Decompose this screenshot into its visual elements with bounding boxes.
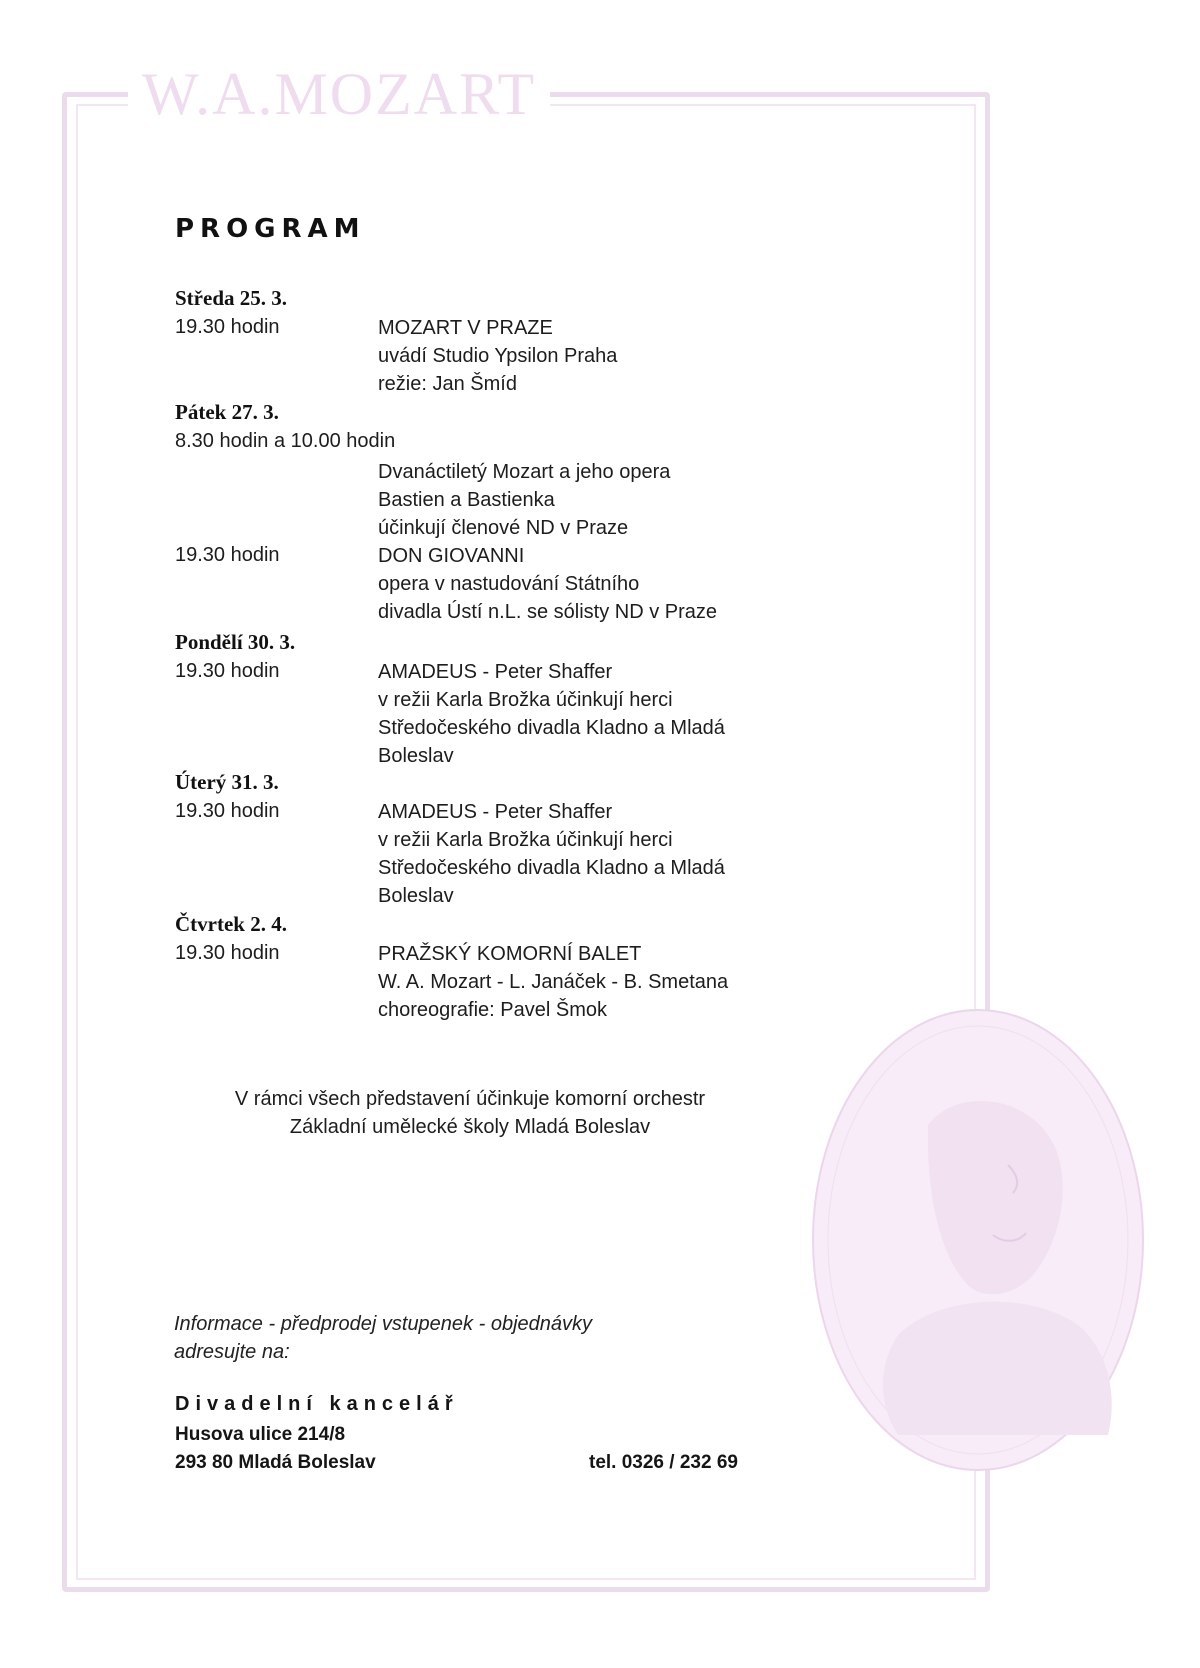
office-street: Husova ulice 214/8	[175, 1424, 346, 1445]
program-day: Středa 25. 3.	[175, 286, 287, 310]
note-line: Základní umělecké školy Mladá Boleslav	[289, 1116, 651, 1138]
event-line: Bastien a Bastienka	[378, 489, 555, 511]
event-line: režie: Jan Šmíd	[378, 373, 517, 395]
event-line: W. A. Mozart - L. Janáček - B. Smetana	[378, 971, 729, 993]
event-line: AMADEUS - Peter Shaffer	[378, 661, 613, 683]
office-phone: tel. 0326 / 232 69	[589, 1452, 738, 1473]
event-line: PRAŽSKÝ KOMORNÍ BALET	[378, 943, 642, 965]
office-name: Divadelní kancelář	[175, 1393, 459, 1415]
event-time: 19.30 hodin	[175, 316, 280, 338]
event-line: Dvanáctiletý Mozart a jeho opera	[378, 461, 671, 483]
program-day: Pátek 27. 3.	[175, 400, 279, 424]
event-description	[378, 458, 670, 542]
event-line: opera v nastudování Státního	[378, 573, 640, 595]
event-line: Boleslav	[378, 745, 454, 767]
watermark-title: W.A.MOZART	[128, 60, 550, 129]
event-line: DON GIOVANNI	[378, 545, 525, 567]
event-time: 19.30 hodin	[175, 942, 280, 964]
program-day: Pondělí 30. 3.	[175, 630, 296, 654]
event-line: AMADEUS - Peter Shaffer	[378, 801, 613, 823]
event-description	[378, 542, 717, 626]
office-city: 293 80 Mladá Boleslav	[175, 1452, 376, 1473]
note-line: V rámci všech představení účinkuje komorní orchestr	[234, 1088, 706, 1110]
event-time: 19.30 hodin	[175, 544, 280, 566]
event-line: MOZART V PRAZE	[378, 317, 553, 339]
program-day: Čtvrtek 2. 4.	[175, 912, 287, 936]
event-line: v režii Karla Brožka účinkují herci	[378, 829, 673, 851]
event-line: v režii Karla Brožka účinkují herci	[378, 689, 673, 711]
event-time: 19.30 hodin	[175, 800, 280, 822]
event-line: Středočeského divadla Kladno a Mladá	[378, 717, 725, 739]
event-description	[378, 798, 725, 910]
page-title: PROGRAM	[175, 214, 366, 244]
event-time: 8.30 hodin a 10.00 hodin	[175, 430, 396, 452]
program-day: Úterý 31. 3.	[175, 770, 279, 794]
event-line: choreografie: Pavel Šmok	[378, 999, 608, 1021]
event-line: účinkují členové ND v Praze	[378, 517, 629, 539]
event-line: divadla Ústí n.L. se sólisty ND v Praze	[378, 601, 718, 623]
event-description	[378, 940, 728, 1024]
event-time: 19.30 hodin	[175, 660, 280, 682]
event-line: uvádí Studio Ypsilon Praha	[378, 345, 618, 367]
info-line: adresujte na:	[174, 1341, 290, 1363]
event-line: Boleslav	[378, 885, 454, 907]
orchestra-note	[170, 1085, 770, 1141]
event-line: Středočeského divadla Kladno a Mladá	[378, 857, 725, 879]
mozart-portrait-watermark	[808, 1005, 1148, 1475]
event-description	[378, 658, 725, 770]
info-line: Informace - předprodej vstupenek - objednávky	[174, 1313, 593, 1335]
event-description	[378, 314, 617, 398]
info-text	[174, 1310, 592, 1366]
